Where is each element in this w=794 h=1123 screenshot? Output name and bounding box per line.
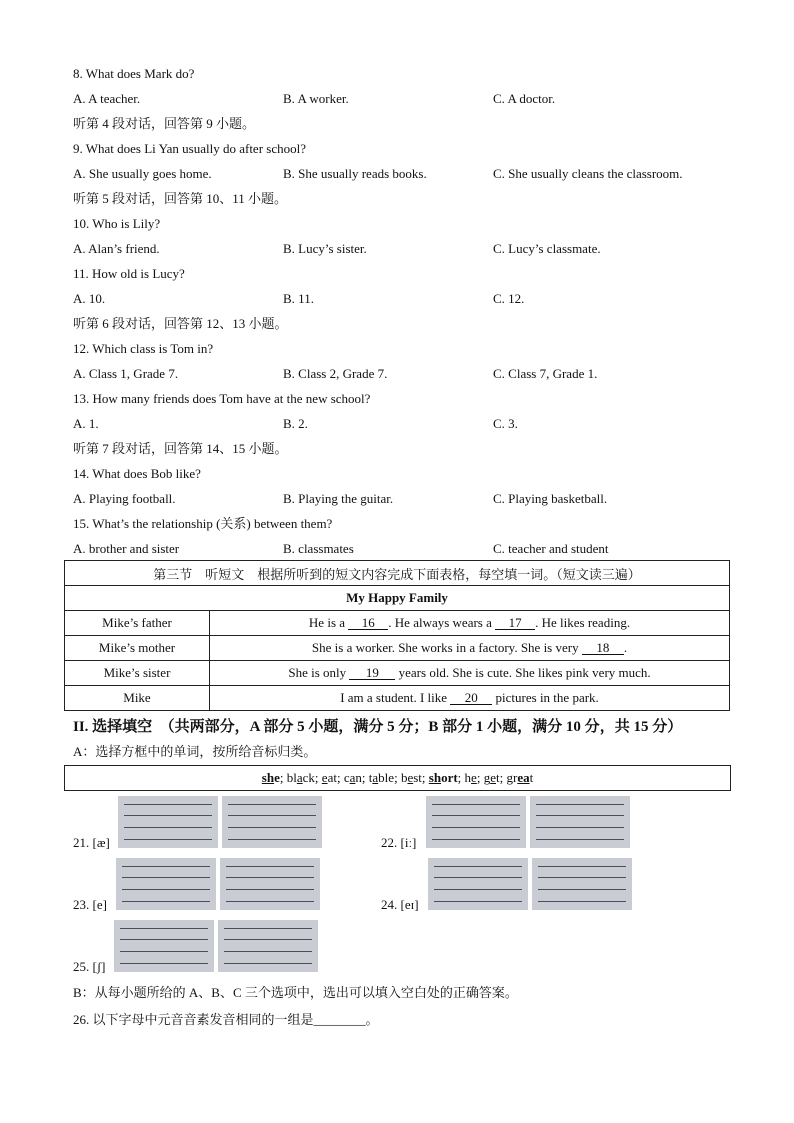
question-text: 14. What does Bob like? bbox=[73, 466, 201, 481]
option-b: B. She usually reads books. bbox=[283, 166, 427, 181]
answer-box[interactable] bbox=[220, 858, 320, 910]
part-a-instruction: A：选择方框中的单词，按所给音标归类。 bbox=[73, 744, 317, 759]
row-text: I am a student. I like bbox=[340, 690, 448, 705]
phonetic-label-21: 21. [æ] bbox=[73, 835, 110, 850]
table-row bbox=[65, 686, 730, 711]
question-text: 13. How many friends does Tom have at the new school? bbox=[73, 391, 371, 406]
section3-table bbox=[64, 560, 730, 711]
word: black bbox=[286, 770, 315, 785]
blank-18: 18 bbox=[582, 641, 624, 655]
blank-17: 17 bbox=[495, 616, 535, 630]
option-a: A. A teacher. bbox=[73, 91, 141, 106]
table-row bbox=[65, 636, 730, 661]
row-text: pictures in the park. bbox=[495, 690, 599, 705]
word: short bbox=[428, 770, 458, 785]
word: he bbox=[464, 770, 477, 785]
question-text: 12. Which class is Tom in? bbox=[73, 341, 214, 356]
option-a: A. Playing football. bbox=[73, 491, 176, 506]
listening-instruction: 听第 6 段对话，回答第 12、13 小题。 bbox=[73, 316, 288, 331]
row-text: . He likes reading. bbox=[535, 615, 631, 630]
row-text: He is a bbox=[308, 615, 346, 630]
answer-box[interactable] bbox=[426, 796, 526, 848]
listening-instruction: 听第 7 段对话，回答第 14、15 小题。 bbox=[73, 441, 288, 456]
word: table bbox=[368, 770, 395, 785]
option-c: C. 12. bbox=[493, 291, 525, 306]
table-row bbox=[65, 611, 730, 636]
answer-box[interactable] bbox=[118, 796, 218, 848]
option-a: A. She usually goes home. bbox=[73, 166, 212, 181]
row-text: . bbox=[623, 640, 628, 655]
option-c: C. She usually cleans the classroom. bbox=[493, 166, 683, 181]
table-row bbox=[65, 661, 730, 686]
section3-instruction: 第三节 听短文 根据所听到的短文内容完成下面表格，每空填一词。（短文读三遍） bbox=[65, 561, 730, 586]
question-text: 11. How old is Lucy? bbox=[73, 266, 185, 281]
row-content bbox=[210, 661, 730, 686]
option-a: A. 10. bbox=[73, 291, 106, 306]
word: she bbox=[261, 770, 280, 785]
word: eat bbox=[321, 770, 337, 785]
question-text: 9. What does Li Yan usually do after school? bbox=[73, 141, 306, 156]
blank-16: 16 bbox=[348, 616, 388, 630]
option-c: C. Playing basketball. bbox=[493, 491, 608, 506]
table-title: My Happy Family bbox=[65, 586, 730, 611]
listening-instruction: 听第 5 段对话，回答第 10、11 小题。 bbox=[73, 191, 288, 206]
option-c: C. 3. bbox=[493, 416, 518, 431]
option-c: C. Lucy’s classmate. bbox=[493, 241, 601, 256]
answer-box[interactable] bbox=[218, 920, 318, 972]
row-text: She is only bbox=[288, 665, 347, 680]
row-label: Mike’s sister bbox=[65, 661, 210, 686]
answer-box[interactable] bbox=[530, 796, 630, 848]
word-box: she; black; eat; can; table; best; short; he; get; great bbox=[64, 765, 731, 791]
question-26: 26. 以下字母中元音音素发音相同的一组是________。 bbox=[73, 1012, 379, 1027]
part-b-instruction: B：从每小题所给的 A、B、C 三个选项中，选出可以填入空白处的正确答案。 bbox=[73, 985, 518, 1000]
word: can bbox=[343, 770, 362, 785]
option-b: B. Lucy’s sister. bbox=[283, 241, 367, 256]
answer-box[interactable] bbox=[532, 858, 632, 910]
answer-box[interactable] bbox=[428, 858, 528, 910]
blank-19: 19 bbox=[349, 666, 395, 680]
option-b: B. classmates bbox=[283, 541, 354, 556]
option-c: C. A doctor. bbox=[493, 91, 556, 106]
phonetic-label-25: 25. [ʃ] bbox=[73, 959, 106, 974]
row-content bbox=[210, 611, 730, 636]
word: get bbox=[483, 770, 500, 785]
answer-box[interactable] bbox=[116, 858, 216, 910]
phonetic-label-23: 23. [e] bbox=[73, 897, 107, 912]
blank-20: 20 bbox=[450, 691, 492, 705]
word: best bbox=[400, 770, 422, 785]
row-label: Mike’s father bbox=[65, 611, 210, 636]
phonetic-label-22: 22. [iː] bbox=[381, 835, 417, 850]
row-content bbox=[210, 636, 730, 661]
word: great bbox=[506, 770, 534, 785]
row-label: Mike bbox=[65, 686, 210, 711]
option-a: A. 1. bbox=[73, 416, 99, 431]
question-text: 8. What does Mark do? bbox=[73, 66, 195, 81]
part2-header: II. 选择填空 （共两部分，A 部分 5 小题，满分 5 分；B 部分 1 小题，满分 10 分，共 15 分） bbox=[73, 719, 683, 735]
option-b: B. Playing the guitar. bbox=[283, 491, 394, 506]
phonetic-label-24: 24. [eɪ] bbox=[381, 897, 419, 912]
listening-instruction: 听第 4 段对话，回答第 9 小题。 bbox=[73, 116, 256, 131]
option-b: B. Class 2, Grade 7. bbox=[283, 366, 388, 381]
option-b: B. A worker. bbox=[283, 91, 349, 106]
question-text: 15. What’s the relationship (关系) between them? bbox=[73, 516, 333, 531]
answer-box[interactable] bbox=[114, 920, 214, 972]
option-c: C. Class 7, Grade 1. bbox=[493, 366, 598, 381]
option-b: B. 2. bbox=[283, 416, 308, 431]
row-text: . He always wears a bbox=[388, 615, 492, 630]
option-c: C. teacher and student bbox=[493, 541, 609, 556]
option-a: A. Alan’s friend. bbox=[73, 241, 160, 256]
row-content bbox=[210, 686, 730, 711]
answer-box[interactable] bbox=[222, 796, 322, 848]
option-b: B. 11. bbox=[283, 291, 314, 306]
option-a: A. brother and sister bbox=[73, 541, 180, 556]
row-text: years old. She is cute. She likes pink very much. bbox=[398, 665, 651, 680]
row-text: She is a worker. She works in a factory. She is very bbox=[311, 640, 579, 655]
option-a: A. Class 1, Grade 7. bbox=[73, 366, 179, 381]
row-label: Mike’s mother bbox=[65, 636, 210, 661]
question-text: 10. Who is Lily? bbox=[73, 216, 161, 231]
